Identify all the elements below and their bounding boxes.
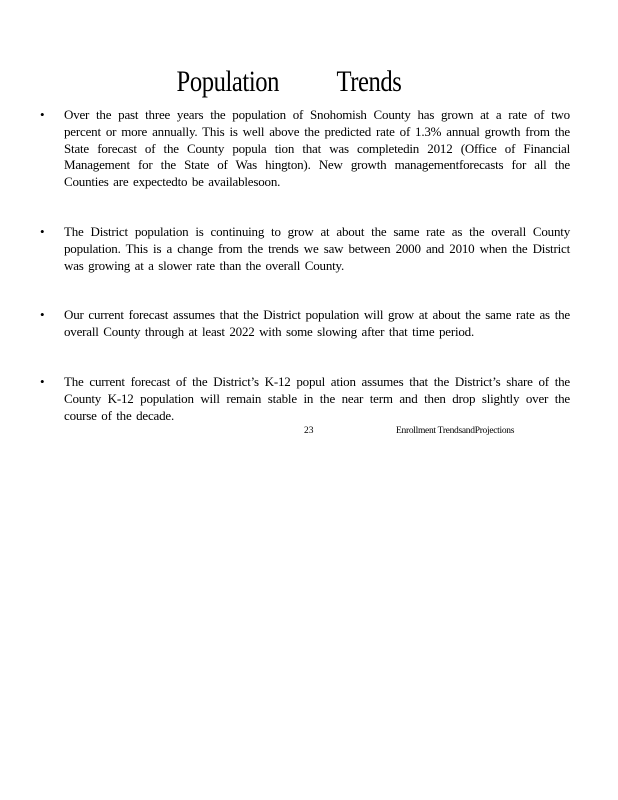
bullet-icon: •	[40, 107, 45, 122]
page-number: 23	[304, 426, 314, 436]
bullet-icon: •	[40, 373, 45, 389]
bullet-text: The District population is continuing to grow at about the same rate as the overall County population. This is a change from the trends we saw between 2000 and 2010 when the District was growing at a slower rate than the overall County.	[64, 223, 570, 273]
bullet-item-district-growth	[40, 224, 570, 274]
bullet-icon: •	[40, 223, 45, 239]
bullet-item-forecast-assumption	[40, 307, 570, 341]
bullet-list	[40, 107, 570, 457]
bullet-icon: •	[40, 307, 45, 323]
title-word-trends: Trends	[336, 65, 402, 98]
bullet-text: The current forecast of the District’s K-12 popul ation assumes that the District’s share of the County K-12 population will remain stable in the near term and then drop slightly over the course of the decade.	[64, 373, 570, 423]
bullet-item-k12-share	[40, 374, 570, 424]
page-footer	[0, 425, 618, 439]
footer-document-title: Enrollment TrendsandProjections	[396, 426, 515, 436]
bullet-text: Over the past three years the population of Snohomish County has grown at a rate of two percent or more annually. This is well above the predicted rate of 1.3% annual growth from the State forecast of the County popula tion that was completedin 2012 (Office of Financial Management for the State of Was hington). New growth managementforecasts for all the Counties are expectedto be availablesoon.	[64, 107, 570, 190]
bullet-text: Our current forecast assumes that the District population will grow at about the same rate as the overall County through at least 2022 with some slowing after that time period.	[64, 307, 570, 340]
bullet-item-county-growth	[40, 107, 570, 191]
page-title	[52, 64, 526, 100]
title-word-population: Population	[176, 65, 280, 98]
